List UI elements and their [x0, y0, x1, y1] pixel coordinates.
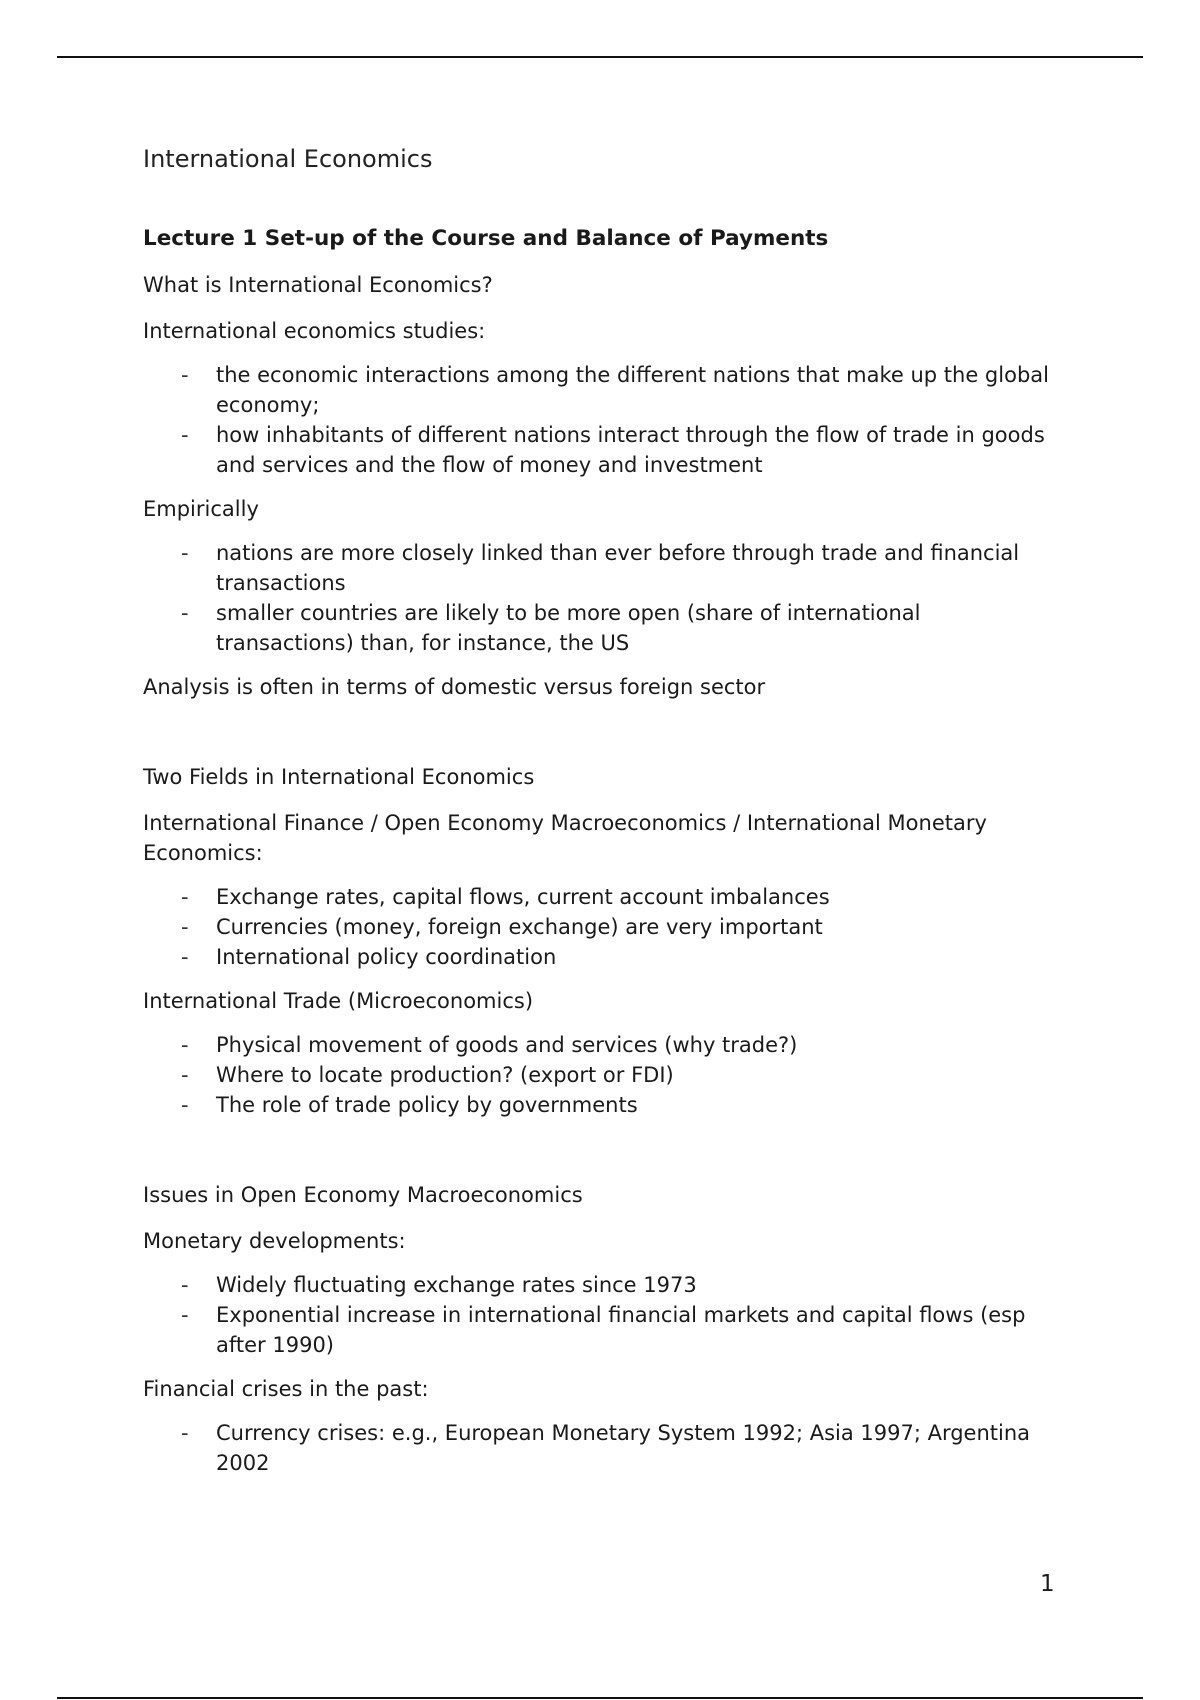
list-item	[143, 1090, 1063, 1120]
list-item	[143, 598, 1063, 658]
dash-bullet: -	[181, 1033, 189, 1057]
crises-intro: Financial crises in the past:	[143, 1377, 429, 1401]
question-what-is: What is International Economics?	[143, 273, 493, 297]
list-item	[143, 1300, 1063, 1360]
list-item	[143, 1270, 1063, 1300]
document-title: International Economics	[143, 145, 433, 173]
bottom-rule	[57, 1697, 1143, 1699]
list-item-text: International policy coordination	[216, 945, 557, 969]
list-item	[143, 1418, 1063, 1478]
monetary-intro: Monetary developments:	[143, 1229, 406, 1253]
list-item-text: Exchange rates, capital flows, current account imbalances	[216, 885, 830, 909]
list-item	[143, 1060, 1063, 1090]
dash-bullet: -	[181, 1063, 189, 1087]
trade-list	[143, 1030, 1063, 1120]
dash-bullet: -	[181, 1093, 189, 1117]
dash-bullet: -	[181, 915, 189, 939]
finance-intro: International Finance / Open Economy Macroeconomics / International Monetary Economics:	[143, 811, 987, 865]
dash-bullet: -	[181, 1273, 189, 1297]
dash-bullet: -	[181, 423, 189, 447]
dash-bullet: -	[181, 363, 189, 387]
trade-intro: International Trade (Microeconomics)	[143, 989, 534, 1013]
list-item-text: the economic interactions among the different nations that make up the global economy;	[216, 363, 1049, 417]
top-rule	[57, 56, 1143, 58]
page-number: 1	[1040, 1571, 1055, 1597]
empirically-heading: Empirically	[143, 497, 259, 521]
studies-list	[143, 360, 1063, 480]
list-item	[143, 912, 1063, 942]
dash-bullet: -	[181, 885, 189, 909]
list-item	[143, 882, 1063, 912]
list-item-text: The role of trade policy by governments	[216, 1093, 638, 1117]
list-item	[143, 538, 1063, 598]
dash-bullet: -	[181, 601, 189, 625]
lecture-heading: Lecture 1 Set-up of the Course and Balance of Payments	[143, 226, 829, 251]
list-item-text: Physical movement of goods and services (why trade?)	[216, 1033, 798, 1057]
list-item-text: Currencies (money, foreign exchange) are very important	[216, 915, 823, 939]
list-item	[143, 1030, 1063, 1060]
analysis-text: Analysis is often in terms of domestic versus foreign sector	[143, 675, 766, 699]
issues-heading: Issues in Open Economy Macroeconomics	[143, 1183, 583, 1207]
studies-intro: International economics studies:	[143, 319, 486, 343]
finance-list	[143, 882, 1063, 972]
dash-bullet: -	[181, 1303, 189, 1327]
list-item	[143, 942, 1063, 972]
dash-bullet: -	[181, 1421, 189, 1445]
empirically-list	[143, 538, 1063, 658]
two-fields-heading: Two Fields in International Economics	[143, 765, 535, 789]
list-item-text: how inhabitants of different nations interact through the flow of trade in goods and services and the flow of money and investment	[216, 423, 1045, 477]
monetary-list	[143, 1270, 1063, 1360]
list-item	[143, 360, 1063, 420]
page-content	[143, 140, 1063, 1478]
dash-bullet: -	[181, 541, 189, 565]
list-item-text: Where to locate production? (export or FDI)	[216, 1063, 674, 1087]
list-item-text: nations are more closely linked than ever before through trade and financial transactions	[216, 541, 1020, 595]
list-item-text: smaller countries are likely to be more open (share of international transactions) than, for instance, the US	[216, 601, 921, 655]
list-item-text: Widely fluctuating exchange rates since 1973	[216, 1273, 697, 1297]
dash-bullet: -	[181, 945, 189, 969]
crises-list	[143, 1418, 1063, 1478]
list-item-text: Exponential increase in international financial markets and capital flows (esp after 1990)	[216, 1303, 1026, 1357]
list-item	[143, 420, 1063, 480]
list-item-text: Currency crises: e.g., European Monetary System 1992; Asia 1997; Argentina 2002	[216, 1421, 1031, 1475]
